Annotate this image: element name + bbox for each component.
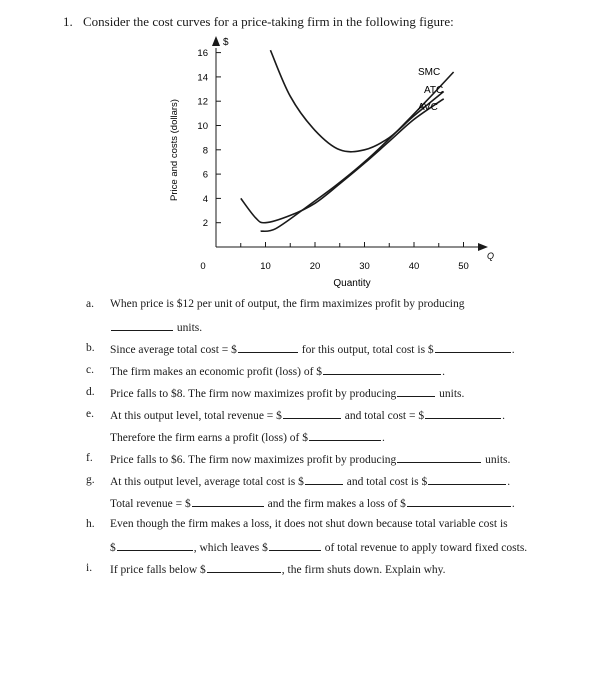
answer-blank[interactable] <box>283 407 341 419</box>
part-text: Since average total cost = $ <box>110 344 237 356</box>
curve-label-atc: ATC <box>424 85 444 96</box>
curve-label-smc: SMC <box>418 67 441 78</box>
x-tick-label: 10 <box>260 261 271 272</box>
part-label: a. <box>86 298 94 310</box>
part-text: units. <box>176 322 203 334</box>
y-tick-label: 2 <box>202 218 208 230</box>
part-text: The firm makes an economic profit (loss) of $ <box>110 366 323 378</box>
y-tick-label: 16 <box>197 48 208 60</box>
question-prompt: Consider the cost curves for a price-taking firm in the following figure: <box>83 14 454 29</box>
part-label: h. <box>86 518 95 530</box>
part-text: . <box>381 432 385 444</box>
atc-curve <box>270 50 443 152</box>
part-text: Price falls to $8. The firm now maximizes profit by producing <box>110 388 397 400</box>
answer-blank[interactable] <box>397 385 435 397</box>
part-label: b. <box>86 342 95 354</box>
part-text: of total revenue to apply toward fixed costs. <box>324 542 528 554</box>
part-text: units. <box>439 388 465 400</box>
question-number: 1. <box>63 14 73 29</box>
part-text: and total cost is $ <box>346 476 428 488</box>
y-tick-label: 8 <box>202 145 208 157</box>
answer-blank[interactable] <box>305 473 343 485</box>
curve-label-avc: AVC <box>418 102 438 113</box>
part-text: . <box>507 476 511 488</box>
part-text: . <box>502 410 505 422</box>
part-text: If price falls below $ <box>110 564 206 576</box>
y-axis-title: Price and costs (dollars) <box>169 99 180 201</box>
y-tick-label: 10 <box>197 121 208 132</box>
x-tick-label: 0 <box>200 261 206 272</box>
part-text: and the firm makes a loss of $ <box>267 498 406 510</box>
answer-blank[interactable] <box>407 495 511 507</box>
x-tick-label: 40 <box>408 261 420 272</box>
answer-blank[interactable] <box>323 363 441 375</box>
part-text: At this output level, total revenue = $ <box>110 410 282 422</box>
cost-curves-chart <box>0 0 605 300</box>
part-text: for this output, total cost is $ <box>301 344 434 356</box>
part-text: Price falls to $6. The firm now maximizes profit by producing <box>110 454 397 466</box>
part-text: $ <box>110 542 116 554</box>
y-axis-arrow <box>212 36 220 46</box>
part-label: d. <box>86 386 95 398</box>
part-text: , the firm shuts down. Explain why. <box>281 564 446 576</box>
x-tick-label: 20 <box>309 261 321 272</box>
part-text: , which leaves $ <box>193 542 268 554</box>
answer-blank[interactable] <box>309 429 381 441</box>
answer-blank[interactable] <box>397 451 481 463</box>
answer-blank[interactable] <box>111 319 173 331</box>
answer-blank[interactable] <box>207 561 281 573</box>
answer-blank[interactable] <box>428 473 506 485</box>
y-tick-label: 12 <box>197 96 208 108</box>
chart-curve-labels <box>418 67 443 113</box>
answer-blank[interactable] <box>238 341 298 353</box>
y-top-label: $ <box>223 37 229 48</box>
x-tick-label: 50 <box>458 261 469 272</box>
chart-ticks <box>197 48 468 272</box>
y-tick-label: 4 <box>202 193 208 205</box>
part-text: Therefore the firm earns a profit (loss) of $ <box>110 432 308 444</box>
x-axis-arrow <box>478 243 488 251</box>
part-text: . <box>511 498 515 510</box>
y-tick-label: 14 <box>197 72 208 84</box>
part-label: i. <box>86 562 93 574</box>
part-text: Even though the firm makes a loss, it does not shut down because total variable cost is <box>110 518 508 530</box>
part-text: . <box>511 344 515 356</box>
y-tick-label: 6 <box>202 169 208 181</box>
answer-blank[interactable] <box>435 341 511 353</box>
part-label: e. <box>86 408 94 420</box>
answer-blank[interactable] <box>117 539 193 551</box>
answer-blank[interactable] <box>192 495 264 507</box>
part-label: c. <box>86 364 94 376</box>
chart-axes <box>169 36 494 289</box>
x-tick-label: 30 <box>359 261 370 272</box>
answer-blank[interactable] <box>269 539 321 551</box>
part-text: and total cost = $ <box>344 410 425 422</box>
x-axis-title: Quantity <box>333 278 371 289</box>
part-text: At this output level, average total cost is $ <box>110 476 304 488</box>
x-arrow-label: Q <box>487 251 495 261</box>
part-label: g. <box>86 474 95 486</box>
part-text: . <box>442 366 445 378</box>
part-text: units. <box>485 454 511 466</box>
part-label: f. <box>86 452 93 464</box>
part-text: When price is $12 per unit of output, the firm maximizes profit by producing <box>110 298 465 310</box>
part-text: Total revenue = $ <box>110 498 191 510</box>
answer-blank[interactable] <box>425 407 501 419</box>
